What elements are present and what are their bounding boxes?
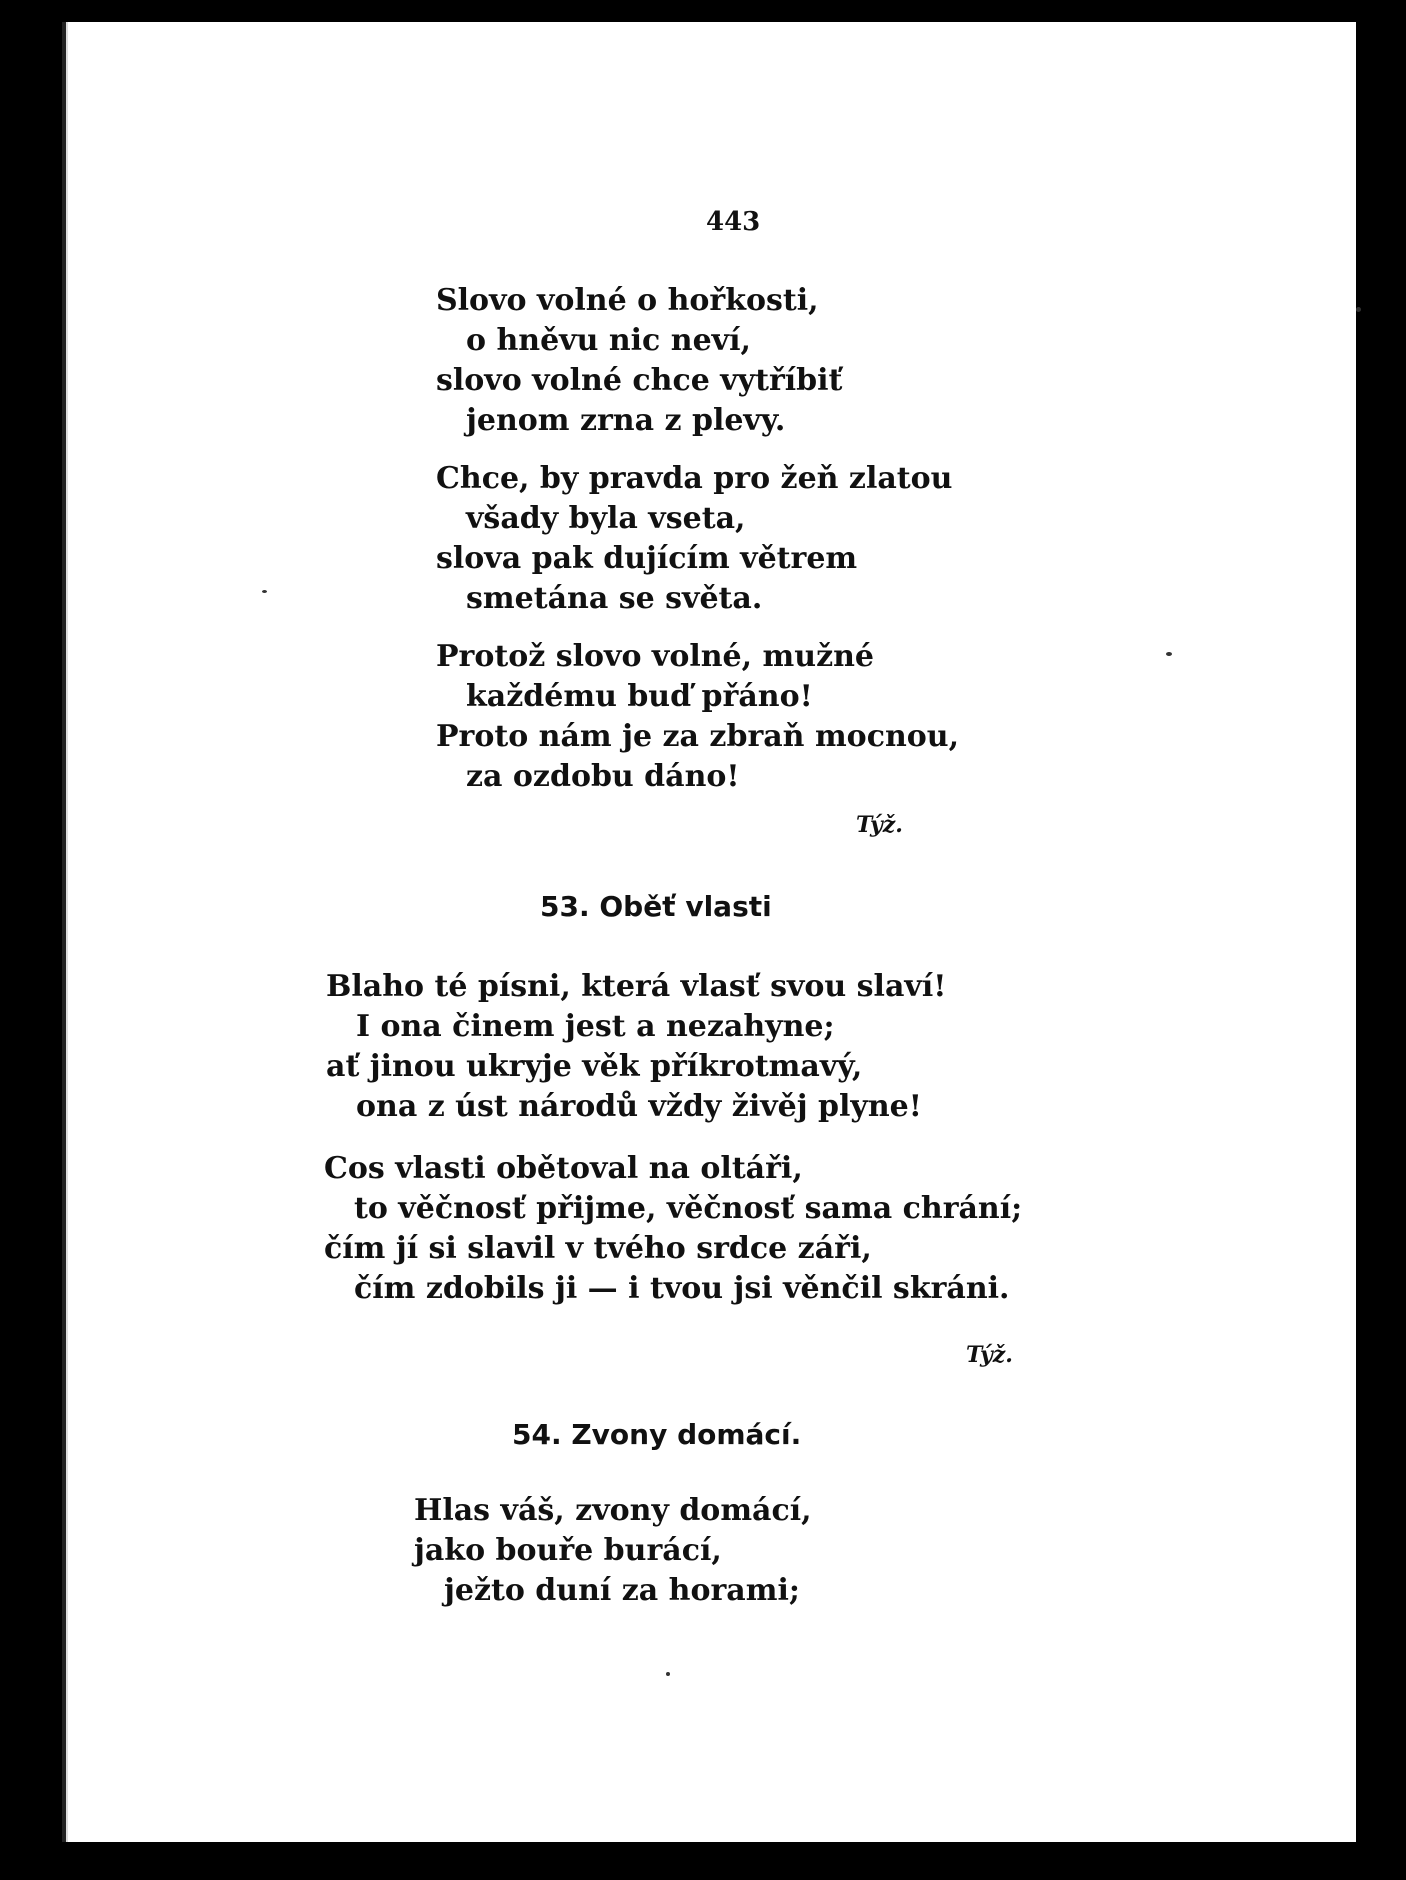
verse-line: za ozdobu dáno!: [466, 759, 740, 794]
scan-speck: [1166, 652, 1172, 656]
author-signature: Týž.: [966, 1342, 1013, 1368]
verse-line: ona z úst národů vždy živěj plyne!: [356, 1089, 922, 1124]
book-page: [62, 22, 1356, 1842]
verse-line: jako bouře burácí,: [414, 1533, 722, 1568]
verse-line: Chce, by pravda pro žeň zlatou: [436, 461, 953, 496]
verse-line: ať jinou ukryje věk příkrotmavý,: [326, 1049, 863, 1084]
verse-line: Hlas váš, zvony domácí,: [414, 1493, 812, 1528]
verse-line: to věčnosť přijme, věčnosť sama chrání;: [354, 1191, 1023, 1226]
scan-speck: [666, 1672, 670, 1676]
verse-line: čím jí si slavil v tvého srdce záři,: [324, 1231, 872, 1266]
verse-line: smetána se světa.: [466, 581, 763, 616]
scan-speck: [262, 590, 267, 593]
verse-line: ježto duní za horami;: [444, 1573, 800, 1608]
verse-line: slovo volné chce vytříbiť: [436, 363, 843, 398]
page-number: 443: [706, 207, 761, 237]
verse-line: čím zdobils ji — i tvou jsi věnčil skráni.: [354, 1271, 1010, 1306]
scan-speck: [1356, 307, 1361, 312]
verse-line: I ona činem jest a nezahyne;: [356, 1009, 835, 1044]
verse-line: všady byla vseta,: [466, 501, 746, 536]
author-signature: Týž.: [856, 812, 903, 838]
verse-line: Proto nám je za zbraň mocnou,: [436, 719, 960, 754]
verse-line: Slovo volné o hořkosti,: [436, 283, 819, 318]
verse-line: slova pak dujícím větrem: [436, 541, 858, 576]
verse-line: Blaho té písni, která vlasť svou slaví!: [326, 969, 947, 1004]
poem-title: 54. Zvony domácí.: [512, 1418, 802, 1451]
verse-line: Protož slovo volné, mužné: [436, 639, 875, 674]
verse-line: o hněvu nic neví,: [466, 323, 751, 358]
verse-line: každému buď přáno!: [466, 679, 813, 714]
verse-line: jenom zrna z plevy.: [466, 403, 786, 438]
verse-line: Cos vlasti obětoval na oltáři,: [324, 1151, 803, 1186]
poem-title: 53. Oběť vlasti: [540, 890, 772, 923]
